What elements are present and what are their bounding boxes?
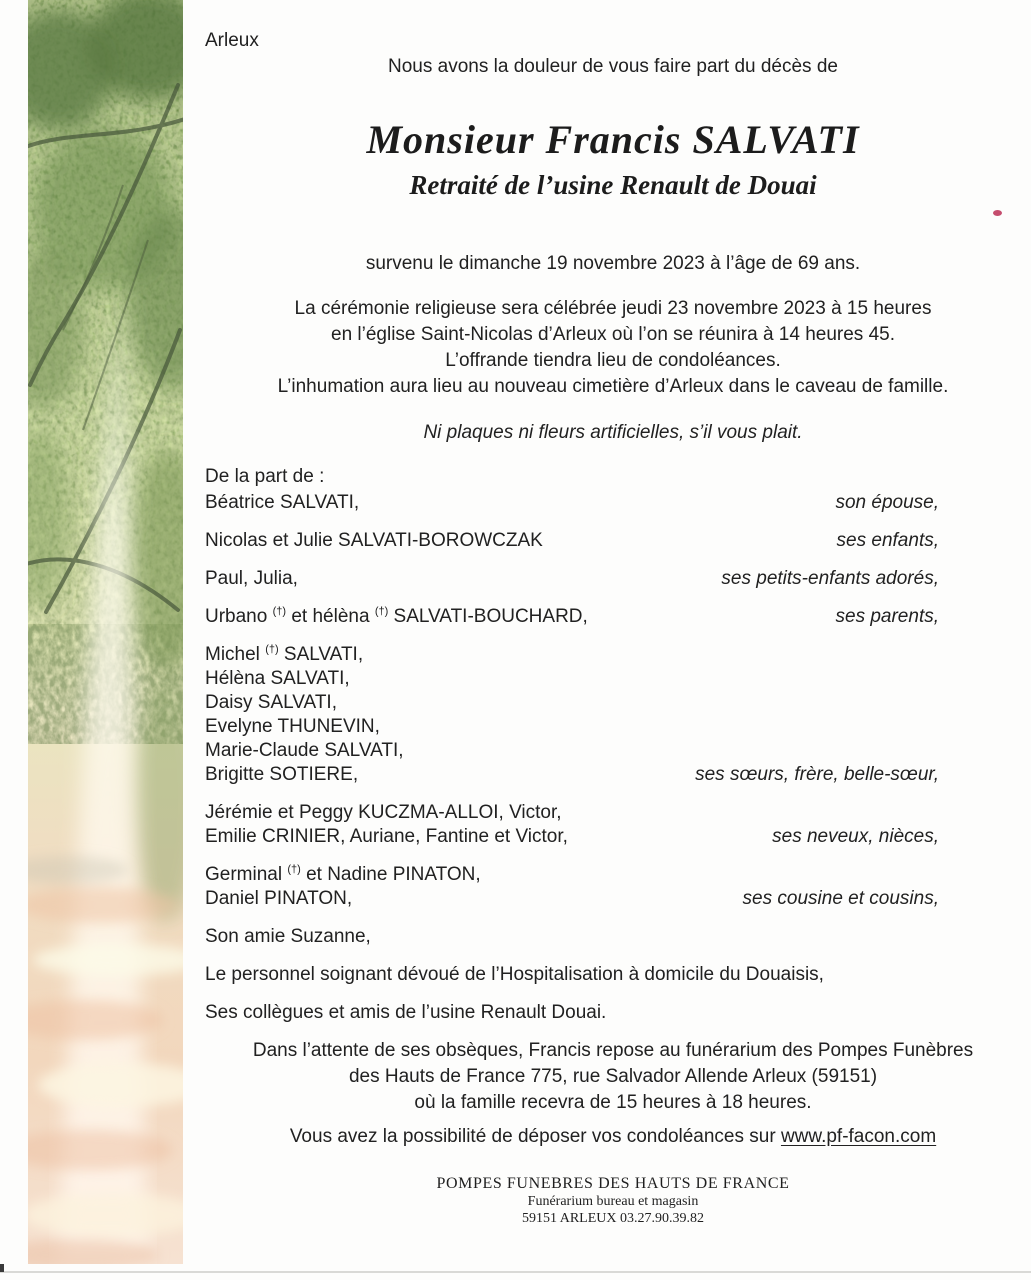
condolences-prefix: Vous avez la possibilité de déposer vos condoléances sur [289,1126,776,1147]
ceremony-line: L’offrande tiendra lieu de condoléances. [445,350,781,371]
deceased-marker: (†) [374,605,389,618]
family-name: Jérémie et Peggy KUCZMA-ALLOI, Victor, [205,802,562,823]
ceremony-line: L’inhumation aura lieu au nouveau cimetière d’Arleux dans le caveau de famille. [277,376,949,397]
wake-line: des Hauts de France 775, rue Salvador Allende Arleux (59151) [348,1066,878,1087]
family-name: Son amie Suzanne, [205,926,371,947]
ceremony-details [205,296,1021,400]
family-names [205,643,404,787]
family-name: Daisy SALVATI, [205,692,337,713]
footer-line: 59151 ARLEUX 03.27.90.39.82 [522,1211,704,1226]
family-name: Brigitte SOTIERE, [205,764,359,785]
footer-line: Funérarium bureau et magasin [527,1194,699,1209]
relation-label: ses sœurs, frère, belle-sœur, [695,764,939,785]
family-group [205,529,939,553]
family-group [205,863,939,911]
family-names [205,605,588,629]
family-names [205,863,481,911]
family-name: Germinal (†) et Nadine PINATON, [205,863,481,885]
family-name: Evelyne THUNEVIN, [205,716,380,737]
deceased-subtitle: Retraité de l’usine Renault de Douai [409,170,817,200]
family-group [205,1001,939,1025]
relation-label: ses parents, [835,606,939,627]
wake-details [205,1038,1021,1116]
family-names [205,491,359,515]
family-group [205,491,939,515]
family-name: Michel (†) SALVATI, [205,643,364,665]
wake-line: Dans l’attente de ses obsèques, Francis repose au funérarium des Pompes Funèbres [252,1040,974,1061]
relation-label: ses neveux, nièces, [772,826,939,847]
family-group [205,963,939,987]
funeral-home-footer [205,1175,1021,1227]
family-group [205,801,939,849]
family-name: Le personnel soignant dévoué de l’Hospitalisation à domicile du Douaisis, [205,964,824,985]
family-name: Urbano (†) et hélèna (†) SALVATI-BOUCHARD, [205,605,588,627]
family-name: Hélèna SALVATI, [205,668,350,689]
relation-label: ses cousine et cousins, [742,888,939,909]
family-group [205,643,939,787]
scan-corner-mark [0,1264,4,1272]
wake-line: où la famille recevra de 15 heures à 18 heures. [414,1092,812,1113]
family-group [205,567,939,591]
scan-edge-line [0,1271,1031,1273]
family-name: Paul, Julia, [205,568,298,589]
family-names [205,925,371,949]
family-names [205,801,568,849]
forest-path-photo-art [28,0,183,1264]
family-name: Nicolas et Julie SALVATI-BOROWCZAK [205,530,543,551]
relation-label: ses enfants, [836,530,939,551]
family-name: Marie-Claude SALVATI, [205,740,404,761]
relation-label: ses petits-enfants adorés, [721,568,939,589]
family-name: Emilie CRINIER, Auriane, Fantine et Victor, [205,826,568,847]
deceased-marker: (†) [272,605,287,618]
region-label: Arleux [205,30,259,51]
footer-line: POMPES FUNEBRES DES HAUTS DE FRANCE [436,1175,790,1192]
no-flowers-plea: Ni plaques ni fleurs artificielles, s’il vous plait. [423,422,803,443]
condolences-website: www.pf-facon.com [780,1126,937,1147]
family-names [205,1001,606,1025]
forest-path-photo [28,0,183,1264]
family-section [205,465,939,1025]
family-name: Ses collègues et amis de l’usine Renault Douai. [205,1002,607,1023]
family-group [205,605,939,629]
family-names [205,567,298,591]
ceremony-line: La cérémonie religieuse sera célébrée jeudi 23 novembre 2023 à 15 heures [294,298,932,319]
family-group [205,925,939,949]
family-names [205,963,824,987]
from-label: De la part de : [205,466,325,487]
family-name: Daniel PINATON, [205,888,353,909]
ceremony-line: en l’église Saint-Nicolas d’Arleux où l’on se réunira à 14 heures 45. [331,324,895,345]
deceased-name: Monsieur Francis SALVATI [366,117,860,162]
condolences-line [205,1126,1021,1148]
deceased-marker: (†) [287,863,301,876]
family-name: Béatrice SALVATI, [205,492,360,513]
deceased-marker: (†) [265,643,279,656]
family-groups [205,491,939,1025]
family-names [205,529,543,553]
red-ink-speck [993,210,1002,216]
intro-line: Nous avons la douleur de vous faire part du décès de [388,56,838,77]
death-date-line: survenu le dimanche 19 novembre 2023 à l’âge de 69 ans. [365,253,861,274]
relation-label: son épouse, [835,492,939,513]
